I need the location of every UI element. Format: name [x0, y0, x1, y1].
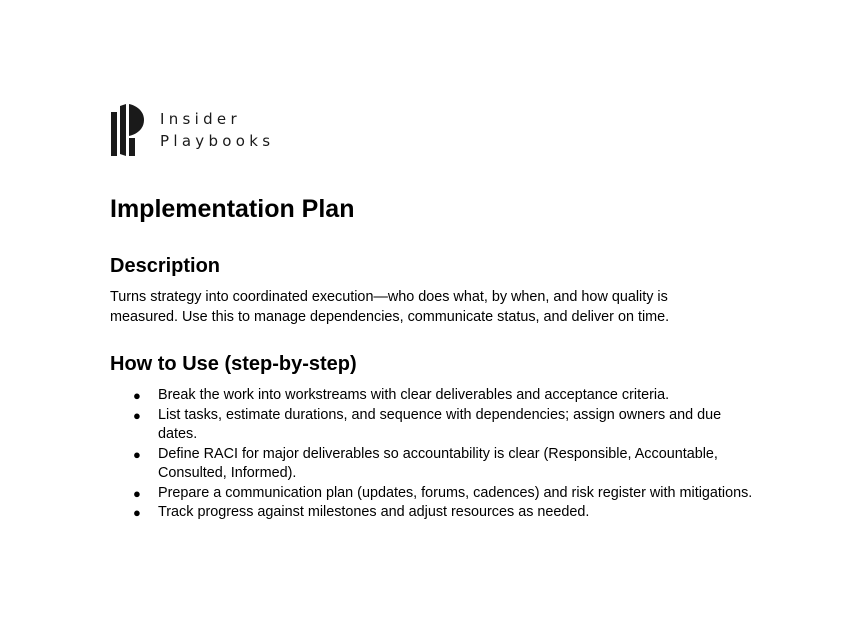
brand-name-line2: Playbooks: [160, 132, 275, 150]
bullet-icon: ●: [133, 407, 141, 423]
step-text: Define RACI for major deliverables so accountability is clear (Responsible, Accountable, Consulted, Informed).: [158, 445, 718, 481]
description-text: Turns strategy into coordinated execution—who does what, by when, and how quality is measured. Use this to manage dependencies, communicate status, and deliver on time.: [110, 289, 670, 325]
step-item: [110, 445, 760, 484]
brand-name: [160, 108, 274, 152]
brand-logo: [111, 104, 274, 156]
how-to-heading: How to Use (step-by-step): [110, 353, 357, 375]
step-text: List tasks, estimate durations, and sequence with dependencies; assign owners and due dates.: [158, 406, 722, 442]
steps-list: [110, 386, 760, 523]
bullet-icon: ●: [133, 388, 141, 403]
step-item: [110, 386, 760, 406]
step-text: Prepare a communication plan (updates, forums, cadences) and risk register with mitigations.: [158, 484, 753, 501]
step-item: [110, 406, 760, 445]
bullet-icon: ●: [133, 485, 141, 501]
step-text: Track progress against milestones and adjust resources as needed.: [158, 504, 590, 520]
page-title: Implementation Plan: [110, 195, 355, 223]
bullet-icon: ●: [133, 446, 141, 462]
brand-name-line1: Insider: [160, 110, 241, 128]
step-text: Break the work into workstreams with clear deliverables and acceptance criteria.: [158, 387, 670, 403]
insider-playbooks-logo-icon: [111, 104, 145, 156]
step-item: [110, 484, 760, 504]
description-heading: Description: [110, 255, 221, 277]
step-item: [110, 503, 760, 523]
bullet-icon: ●: [133, 505, 141, 520]
